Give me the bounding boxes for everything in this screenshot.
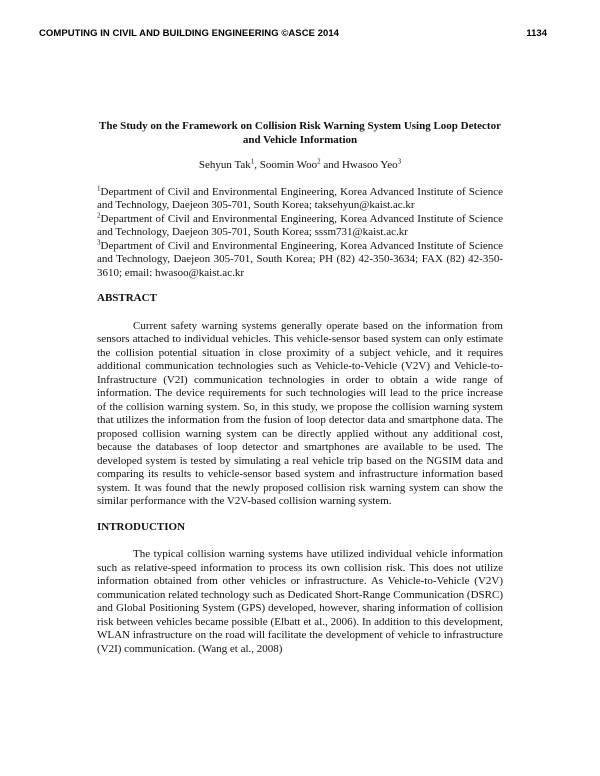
author-name: Hwasoo Yeo (341, 159, 398, 171)
affil-marker: 3 (97, 237, 101, 246)
affiliation-text: Department of Civil and Environmental Engineering, Korea Advanced Institute of Science and Technology, Daejeon 305-701, South Korea; sssm731@kaist.ac.kr (97, 212, 503, 238)
author-line (97, 159, 503, 173)
affiliation-text: Department of Civil and Environmental Engineering, Korea Advanced Institute of Science and Technology, Daejeon 305-701, South Korea; PH (82) 42-350-3634; FAX (82) 42-350-3610; email: hwasoo@kaist.ac.kr (97, 239, 503, 279)
abstract-paragraph: Current safety warning systems generally operate based on the information from sensors attached to individual vehicles. This vehicle-sensor based system can only estimate the collision potential situation in close proximity of a subject vehicle, and it requires additional communication technologies such as Vehicle-to-Vehicle (V2V) and Vehicle-to-Infrastructure (V2I) communication technologies in order to obtain a wide range of information. The device requirements for such technologies will lead to the price increase of the collision warning system. So, in this study, we propose the collision warning system that utilizes the information from the fusion of loop detector data and smartphone data. The proposed collision warning system can be directly applied without any additional cost, because the databases of loop detector and smartphones are available to be used. The developed system is tested by simulating a real vehicle trip based on the NGSIM data and comparing its results to vehicle-sensor based system and infrastructure information based system. It was found that the newly proposed collision risk warning system can show the similar performance with the V2V-based collision warning system. (97, 319, 503, 507)
author-affil-marker: 1 (250, 157, 255, 166)
abstract-heading: ABSTRACT (97, 292, 157, 304)
author-name: Sehyun Tak (198, 159, 251, 171)
affiliation (97, 183, 503, 213)
paper-title: The Study on the Framework on Collision Risk Warning System Using Loop Detector and Vehicle Information (99, 120, 501, 146)
affil-marker: 1 (97, 183, 101, 192)
author-affil-marker: 2 (317, 157, 321, 166)
author-name: Soomin Woo (259, 159, 318, 171)
author-separator: and (320, 159, 342, 171)
affiliation-text: Department of Civil and Environmental Engineering, Korea Advanced Institute of Science and Technology, Daejeon 305-701, South Korea; taksehyun@kaist.ac.kr (97, 185, 503, 211)
affiliation (97, 210, 503, 240)
paper-body (97, 120, 503, 667)
affiliations (97, 183, 503, 281)
affiliation (97, 237, 503, 281)
running-header: COMPUTING IN CIVIL AND BUILDING ENGINEERING ©ASCE 2014 (39, 28, 340, 39)
author-affil-marker: 3 (397, 157, 402, 166)
author-separator: , (254, 159, 260, 171)
page-number: 1134 (526, 28, 547, 39)
introduction-heading: INTRODUCTION (97, 520, 186, 533)
introduction-paragraph: The typical collision warning systems have utilized individual vehicle information such as relative-speed information to process its own collision risk. This does not utilize information obtained from other vehicles or infrastructure. As Vehicle-to-Vehicle (V2V) communication related technology such as Dedicated Short-Range Communication (DSRC) and Global Positioning System (GPS) developed, however, sharing information of collision risk between vehicles became possible (Elbatt et al., 2006). In addition to this development, WLAN infrastructure on the road will facilitate the development of vehicle to infrastructure (V2I) communication. (Wang et al., 2008) (97, 548, 503, 655)
affil-marker: 2 (97, 210, 101, 219)
